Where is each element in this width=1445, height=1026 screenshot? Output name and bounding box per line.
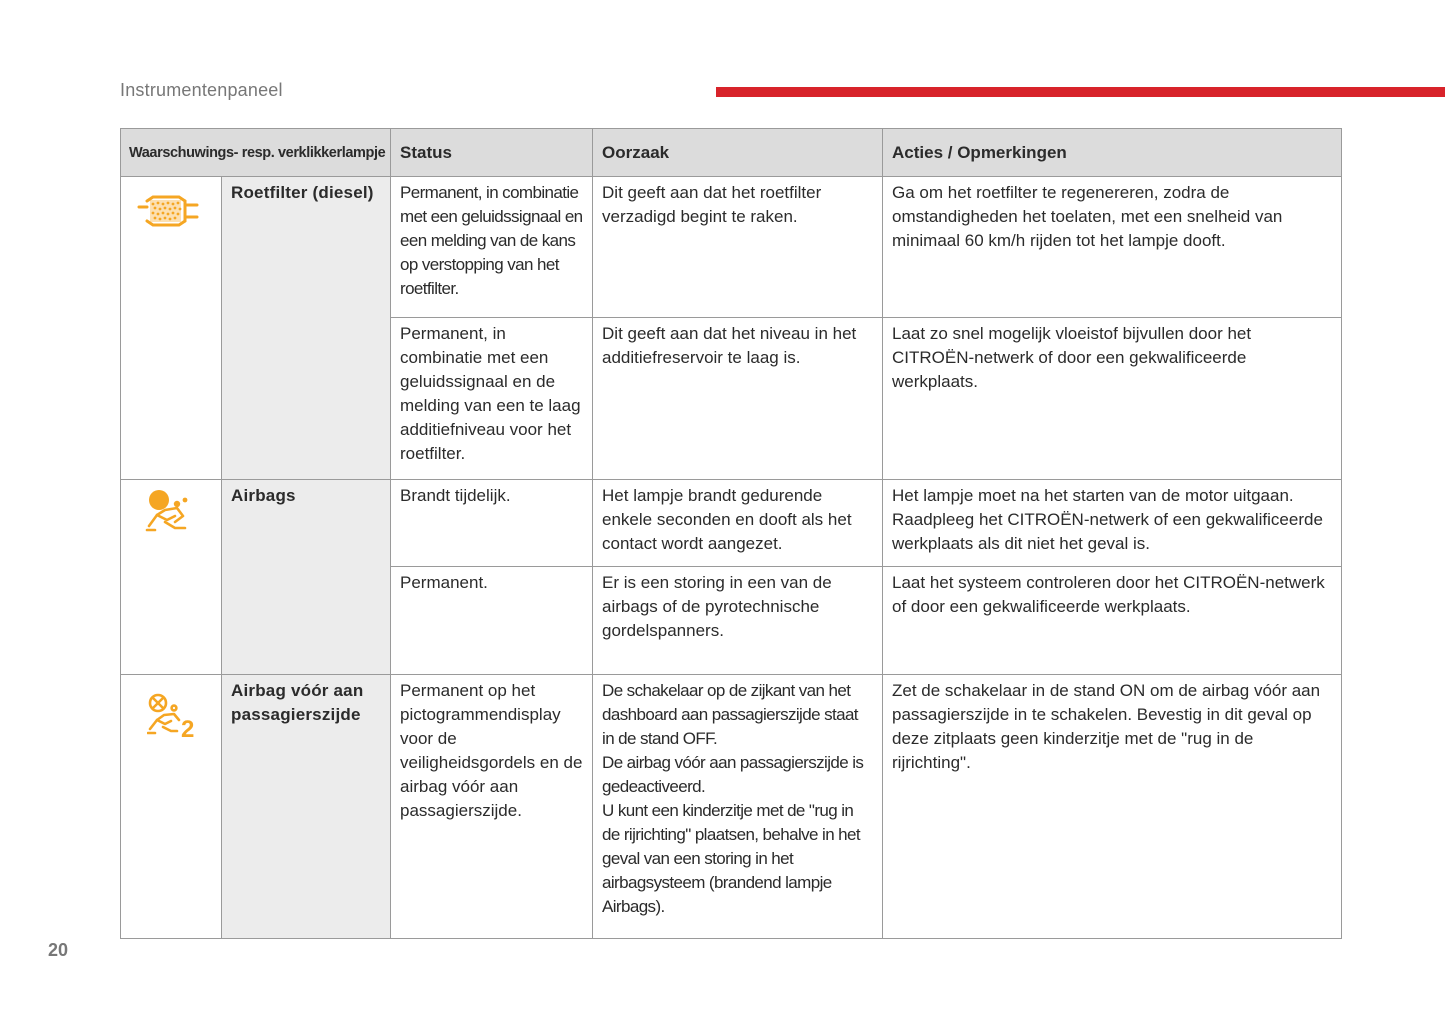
cause-text: Dit geeft aan dat het roetfilter verzadigd begint te raken. [602, 183, 822, 226]
cause-cell [593, 177, 883, 318]
status-cell [391, 480, 593, 567]
lamp-name-cell [222, 675, 391, 939]
table-row [121, 480, 1342, 567]
actions-cell [883, 318, 1342, 480]
status-cell [391, 318, 593, 480]
status-text: Permanent, in combinatie met een geluidssignaal en de melding van een te laag additiefniveau voor het roetfilter. [400, 324, 581, 463]
table-header-row [121, 129, 1342, 177]
lamp-name: Airbags [231, 486, 296, 505]
lamp-name: Airbag vóór aan passagierszijde [231, 681, 364, 724]
lamp-name-cell [222, 480, 391, 675]
status-text: Permanent, in combinatie met een geluidssignaal en een melding van de kans op verstopping van het roetfilter. [400, 183, 583, 298]
lamp-icon-cell [121, 480, 222, 675]
lamp-icon-cell [121, 675, 222, 939]
status-cell [391, 675, 593, 939]
table-row [121, 177, 1342, 318]
lamp-name: Roetfilter (diesel) [231, 183, 374, 202]
cause-text: Er is een storing in een van de airbags of de pyrotechnische gordelspanners. [602, 573, 832, 640]
column-header-cause: Oorzaak [593, 129, 883, 177]
actions-text: Zet de schakelaar in de stand ON om de airbag vóór aan passagierszijde in te schakelen. Bevestig in dit geval op deze zitplaats geen kinderzitje met de "rug in de rijrichting". [892, 681, 1321, 772]
column-header-actions: Acties / Opmerkingen [883, 129, 1342, 177]
cause-cell [593, 480, 883, 567]
particle-filter-icon [137, 191, 203, 231]
section-accent-bar [716, 87, 1445, 97]
status-text: Permanent. [400, 573, 488, 592]
status-text: Permanent op het pictogrammendisplay voor de veiligheidsgordels en de airbag vóór aan passagierszijde. [400, 681, 583, 820]
icon-seat-number: 2 [181, 716, 195, 741]
section-title: Instrumentenpaneel [120, 80, 283, 100]
airbag-icon [145, 488, 195, 532]
page-number: 20 [48, 940, 69, 960]
actions-text: Laat het systeem controleren door het CITROËN-netwerk of door een gekwalificeerde werkplaats. [892, 573, 1325, 616]
actions-cell [883, 177, 1342, 318]
status-cell [391, 177, 593, 318]
actions-cell [883, 675, 1342, 939]
table-row [121, 675, 1342, 939]
cause-text: De schakelaar op de zijkant van het dashboard aan passagierszijde staat in de stand OFF. De airbag vóór aan passagierszijde is gedeactiveerd. U kunt een kinderzitje met de "rug in de rijrichting" plaatsen, behalve in het geval van een storing in het airbagsysteem (brandend lampje Airbags). [602, 681, 864, 916]
cause-text: Dit geeft aan dat het niveau in het additiefreservoir te laag is. [602, 324, 857, 367]
cause-cell [593, 675, 883, 939]
status-cell [391, 567, 593, 675]
status-text: Brandt tijdelijk. [400, 486, 511, 505]
passenger-airbag-off-icon [147, 693, 203, 741]
actions-text: Laat zo snel mogelijk vloeistof bijvullen door het CITROËN-netwerk of door een gekwalificeerde werkplaats. [892, 324, 1252, 391]
cause-text: Het lampje brandt gedurende enkele seconden en dooft als het contact wordt aangezet. [602, 486, 852, 553]
actions-text: Het lampje moet na het starten van de motor uitgaan. Raadpleeg het CITROËN-netwerk of een gekwalificeerde werkplaats als dit niet het geval is. [892, 486, 1323, 553]
lamp-icon-cell [121, 177, 222, 480]
actions-cell [883, 567, 1342, 675]
lamp-name-cell [222, 177, 391, 480]
actions-cell [883, 480, 1342, 567]
warning-lamps-table [120, 128, 1342, 939]
actions-text: Ga om het roetfilter te regenereren, zodra de omstandigheden het toelaten, met een snelheid van minimaal 60 km/h rijden tot het lampje dooft. [892, 183, 1283, 250]
column-header-status: Status [391, 129, 593, 177]
cause-cell [593, 318, 883, 480]
column-header-lamp: Waarschuwings- resp. verklikkerlampje [121, 129, 391, 177]
cause-cell [593, 567, 883, 675]
